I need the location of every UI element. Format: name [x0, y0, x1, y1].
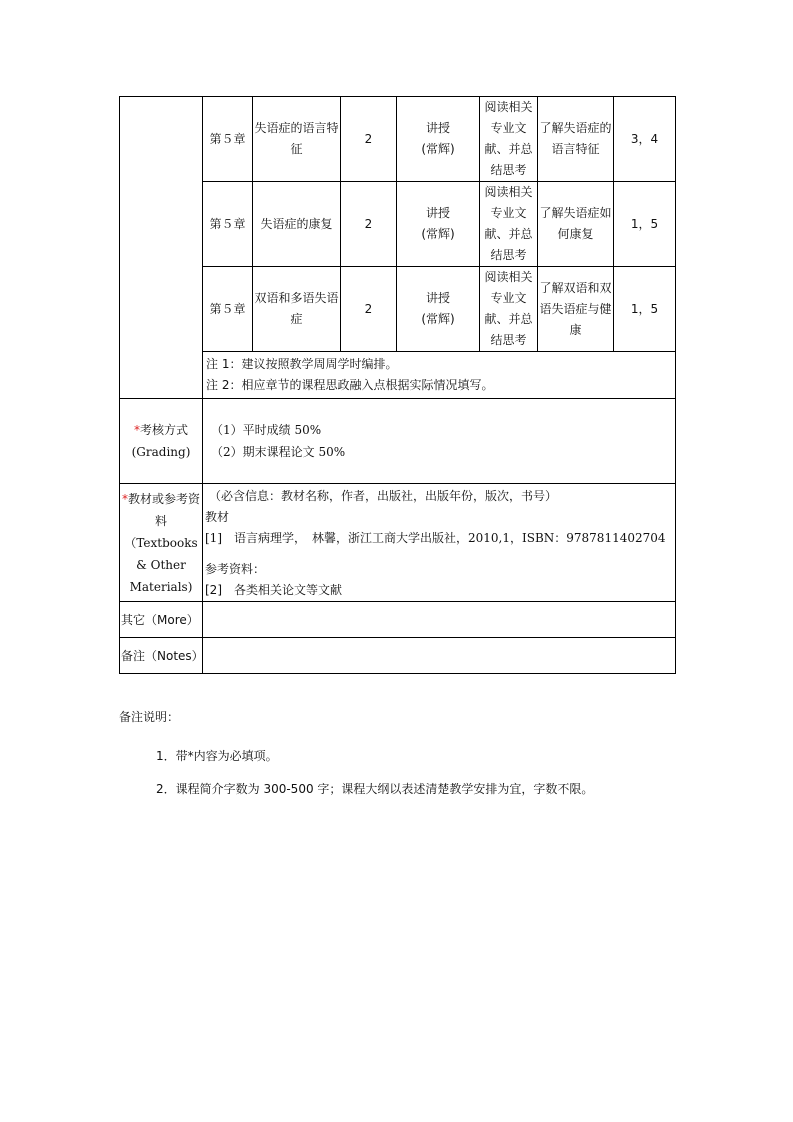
textbooks-row: [120, 484, 676, 602]
objective-cell: 了解双语和双语失语症与健康: [538, 267, 614, 352]
textbooks-content: [203, 484, 676, 602]
remarks-item: 2．课程简介字数为 300-500 字；课程大纲以表述清楚教学安排为宜，字数不限。: [156, 782, 594, 796]
assessment-item: （1）平时成绩 50%: [211, 423, 322, 437]
blank-left-cell: [120, 97, 203, 399]
remarks-title: 备注说明：: [119, 710, 180, 724]
textbooks-hint: （必含信息：教材名称，作者，出版社，出版年份，版次，书号）: [209, 489, 558, 503]
hours-cell: 2: [341, 182, 397, 267]
reference-title: 参考资料：: [205, 562, 266, 576]
topic-cell: 双语和多语失语症: [253, 267, 341, 352]
chapter-cell: 第５章: [203, 267, 253, 352]
target-cell: 1，5: [614, 267, 676, 352]
chapter-cell: 第５章: [203, 97, 253, 182]
assessment-label-text: 考核方式: [139, 423, 188, 437]
hours-cell: 2: [341, 97, 397, 182]
required-mark: *: [121, 491, 128, 506]
topic-cell: 失语症的康复: [253, 182, 341, 267]
reference-entry: [2] 各类相关论文等文献: [205, 583, 342, 597]
assessment-label-en: (Grading): [131, 445, 191, 459]
textbooks-label-line: 教材或参考资: [127, 491, 200, 506]
remarks-item: 1．带*内容为必填项。: [156, 749, 278, 763]
other-row: [120, 602, 676, 638]
syllabus-table: [119, 96, 676, 674]
objective-cell: 了解失语症如何康复: [538, 182, 614, 267]
textbook-entry: [1] 语言病理学， 林馨，浙江工商大学出版社，2010,1，ISBN：9787811402704: [205, 531, 666, 545]
other-label: 其它（More）: [120, 602, 203, 638]
table-row: [120, 97, 676, 182]
textbooks-label: [120, 484, 203, 602]
topic-cell: 失语症的语言特征: [253, 97, 341, 182]
method-cell: 讲授 (常辉): [397, 267, 480, 352]
other-value: [203, 602, 676, 638]
remarks-section: [119, 707, 593, 799]
assessment-content: [203, 399, 676, 484]
table-notes: [203, 352, 676, 399]
table-row: [120, 267, 676, 352]
table-notes-row: [120, 352, 676, 399]
assignment-cell: 阅读相关专业文献、并总结思考: [480, 267, 538, 352]
textbooks-label-line: & Other: [136, 557, 186, 572]
method-cell: 讲授 (常辉): [397, 97, 480, 182]
target-cell: 1，5: [614, 182, 676, 267]
note-line: 注 2：相应章节的课程思政融入点根据实际情况填写。: [206, 378, 494, 392]
notes-row: [120, 638, 676, 674]
assessment-item: （2）期末课程论文 50%: [211, 445, 346, 459]
assignment-cell: 阅读相关专业文献、并总结思考: [480, 182, 538, 267]
notes-value: [203, 638, 676, 674]
table-row: [120, 182, 676, 267]
assignment-cell: 阅读相关专业文献、并总结思考: [480, 97, 538, 182]
method-cell: 讲授 (常辉): [397, 182, 480, 267]
target-cell: 3，4: [614, 97, 676, 182]
chapter-cell: 第５章: [203, 182, 253, 267]
note-line: 注 1：建议按照教学周周学时编排。: [206, 357, 398, 371]
objective-cell: 了解失语症的语言特征: [538, 97, 614, 182]
notes-label: 备注（Notes）: [120, 638, 203, 674]
required-mark: *: [133, 423, 140, 437]
assessment-row: [120, 399, 676, 484]
textbook-title: 教材: [205, 510, 230, 524]
textbooks-label-line: 料（Textbooks: [124, 513, 198, 550]
hours-cell: 2: [341, 267, 397, 352]
textbooks-label-line: Materials): [129, 579, 193, 594]
assessment-label: [120, 399, 203, 484]
